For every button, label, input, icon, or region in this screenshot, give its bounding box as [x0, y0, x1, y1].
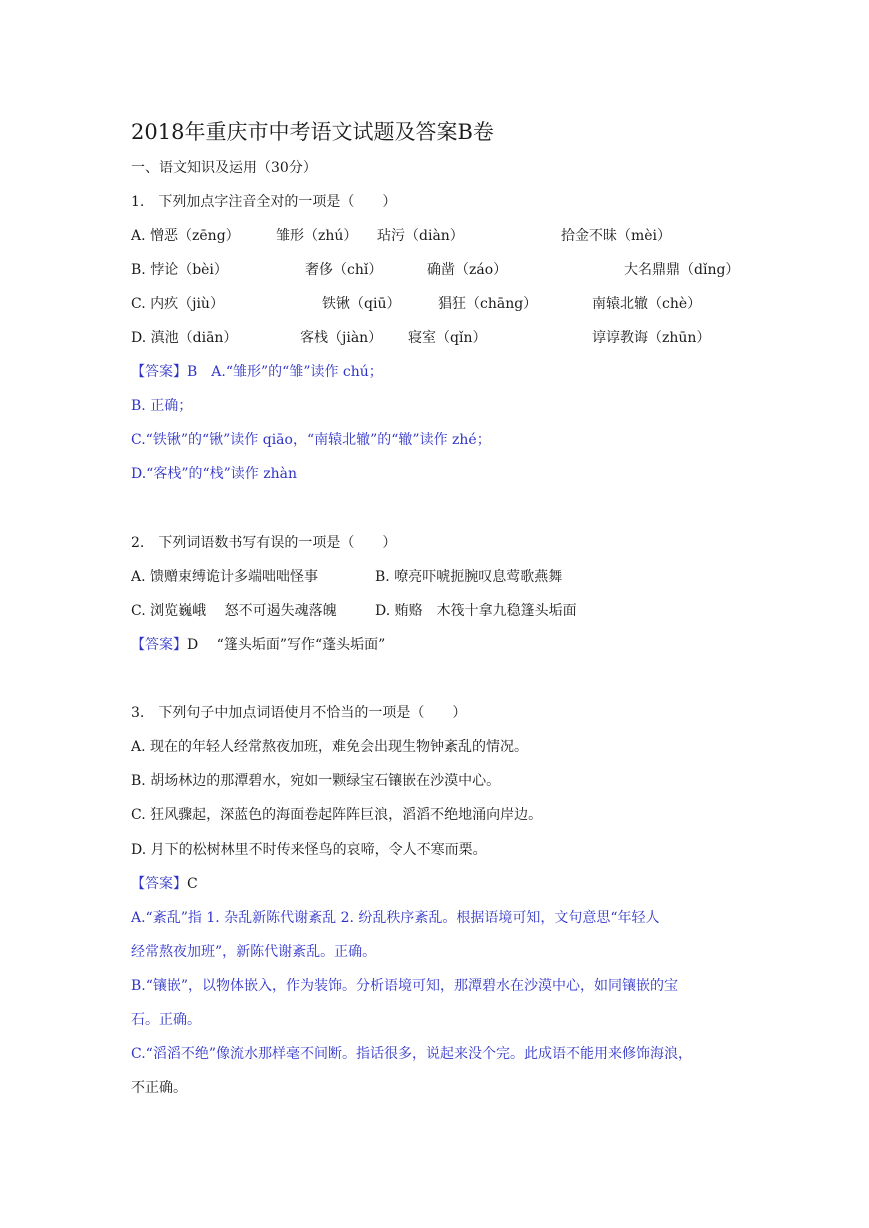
q1-c-2: 铁锹（qiū）: [322, 296, 401, 312]
q3-explanation-c-line2: 不正确。: [131, 1080, 187, 1096]
q1-explanation-b: B. 正确；: [131, 398, 193, 414]
q1-d-3: 寝室（qǐn）: [408, 330, 487, 346]
q2-stem: 2. 下列词语数书写有误的一项是（ ）: [131, 535, 397, 551]
q1-c-1: C. 内疚（jiù）: [131, 296, 224, 312]
q1-b-4: 大名鼎鼎（dǐng）: [624, 262, 740, 278]
q1-explanation-c: C.“铁锹”的“锹”读作 qiāo，“南辕北辙”的“辙”读作 zhé；: [131, 432, 491, 448]
q1-c-3: 猖狂（chāng）: [438, 296, 538, 312]
q1-answer-text: B A.“雏形”的“雏”读作 chú；: [187, 364, 383, 380]
q1-b-3: 确凿（záo）: [427, 262, 508, 278]
q1-b-1: B. 悖论（bèi）: [131, 262, 228, 278]
q2-answer: [131, 635, 385, 655]
q1-a-3: 玷污（diàn）: [377, 228, 464, 244]
q1-b-2: 奢侈（chǐ）: [305, 262, 383, 278]
page-title: 2018年重庆市中考语文试题及答案B卷: [131, 120, 494, 144]
q2-option-d: D. 贿赂 木筏十拿九稳篷头垢面: [375, 603, 577, 619]
q1-d-4: 谆谆教诲（zhūn）: [592, 330, 711, 346]
q2-answer-text: D “篷头垢面”写作“蓬头垢面”: [187, 637, 386, 653]
q3-answer: [131, 874, 198, 894]
q2-option-c: C. 浏览巍峨 怒不可遏失魂落魄: [131, 603, 337, 619]
q1-a-4: 拾金不昧（mèi）: [561, 228, 672, 244]
q1-d-1: D. 滇池（diān）: [131, 330, 238, 346]
q3-option-a: A. 现在的年轻人经常熬夜加班，难免会出现生物钟紊乱的情况。: [131, 739, 529, 755]
q3-answer-text: C: [187, 876, 198, 892]
answer-tag: 【答案】: [131, 364, 187, 380]
q3-option-d: D. 月下的松树林里不时传来怪鸟的哀啼，令人不寒而栗。: [131, 842, 487, 858]
answer-tag: 【答案】: [131, 876, 187, 892]
answer-tag: 【答案】: [131, 637, 187, 653]
q3-explanation-b-line1: B.“镶嵌”，以物体嵌入，作为装饰。分析语境可知，那潭碧水在沙漠中心，如同镶嵌的宝: [131, 978, 679, 994]
q1-a-1: A. 憎恶（zēng）: [131, 228, 240, 244]
q1-a-2: 雏形（zhú）: [276, 228, 358, 244]
q3-option-c: C. 狂风骤起，深蓝色的海面卷起阵阵巨浪，滔滔不绝地涌向岸边。: [131, 807, 543, 823]
q3-explanation-a-line2: 经常熬夜加班”，新陈代谢紊乱。正确。: [131, 944, 377, 960]
q2-option-b: B. 嘹亮吓唬扼腕叹息莺歌燕舞: [375, 569, 563, 585]
q3-explanation-a-line1: A.“紊乱”指 1. 杂乱新陈代谢紊乱 2. 纷乱秩序紊乱。根据语境可知，文句意思“年轻人: [131, 910, 660, 926]
q3-explanation-b-line2: 石。正确。: [131, 1012, 201, 1028]
q2-option-a: A. 馈赠束缚诡计多端咄咄怪事: [131, 569, 319, 585]
q3-explanation-c-line1: C.“滔滔不绝”像流水那样毫不间断。指话很多，说起来没个完。此成语不能用来修饰海浪，: [131, 1046, 692, 1062]
q1-stem: 1. 下列加点字注音全对的一项是（ ）: [131, 194, 397, 210]
section-heading: 一、语文知识及运用（30分）: [131, 160, 317, 176]
q1-answer: [131, 362, 383, 382]
q1-c-4: 南辕北辙（chè）: [592, 296, 702, 312]
q3-option-b: B. 胡场林边的那潭碧水，宛如一颗绿宝石镶嵌在沙漠中心。: [131, 773, 501, 789]
q3-stem: 3. 下列句子中加点词语使月不恰当的一项是（ ）: [131, 705, 467, 721]
q1-d-2: 客栈（jiàn）: [300, 330, 383, 346]
q1-explanation-d: D.“客栈”的“栈”读作 zhàn: [131, 466, 298, 482]
